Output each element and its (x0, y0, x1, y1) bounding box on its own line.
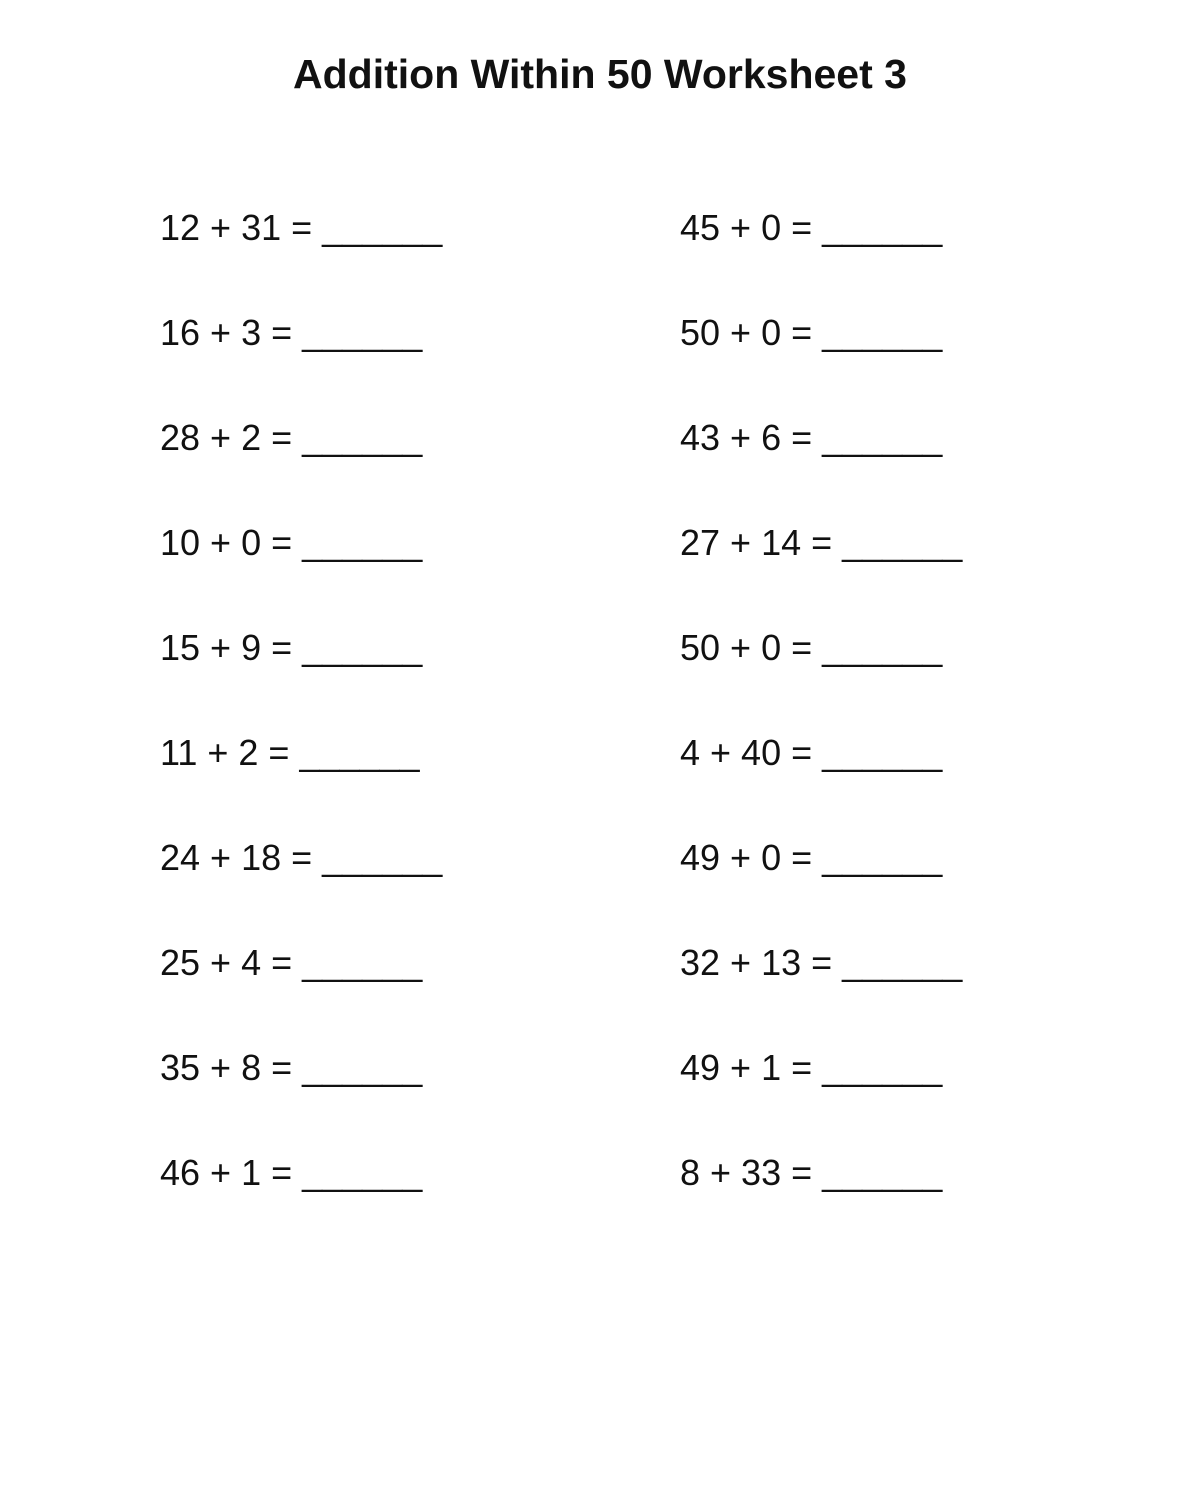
problem-item: 45 + 0 = ______ (680, 207, 943, 248)
problem-item: 8 + 33 = ______ (680, 1152, 943, 1193)
problem-item: 28 + 2 = ______ (160, 417, 423, 458)
problem-item: 4 + 40 = ______ (680, 732, 943, 773)
problem-item: 50 + 0 = ______ (680, 627, 943, 668)
problem-item: 50 + 0 = ______ (680, 312, 943, 353)
problem-item: 49 + 0 = ______ (680, 837, 943, 878)
problem-item: 27 + 14 = ______ (680, 522, 963, 563)
problem-item: 35 + 8 = ______ (160, 1047, 423, 1088)
problem-item: 12 + 31 = ______ (160, 207, 443, 248)
problem-item: 11 + 2 = ______ (160, 732, 420, 773)
problem-item: 43 + 6 = ______ (680, 417, 943, 458)
problem-item: 10 + 0 = ______ (160, 522, 423, 563)
problem-item: 15 + 9 = ______ (160, 627, 423, 668)
problem-item: 46 + 1 = ______ (160, 1152, 423, 1193)
problem-item: 32 + 13 = ______ (680, 942, 963, 983)
problem-item: 24 + 18 = ______ (160, 837, 443, 878)
page-title: Addition Within 50 Worksheet 3 (293, 51, 907, 97)
problem-item: 25 + 4 = ______ (160, 942, 423, 983)
problem-item: 49 + 1 = ______ (680, 1047, 943, 1088)
problem-item: 16 + 3 = ______ (160, 312, 423, 353)
